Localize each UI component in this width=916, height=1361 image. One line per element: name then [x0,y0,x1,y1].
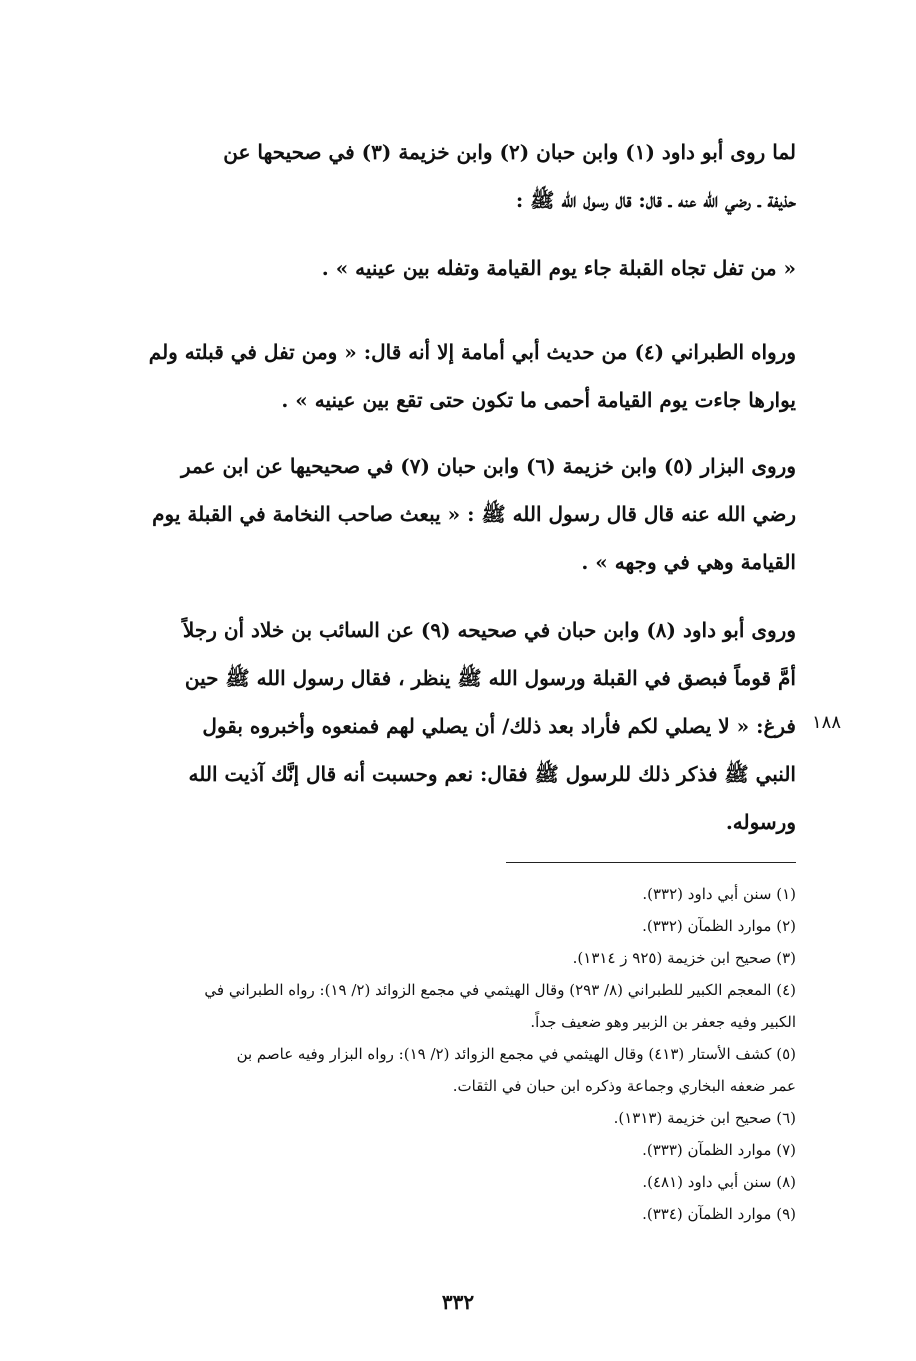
paragraph-line: ورسوله. [725,810,796,834]
footnote-line: عمر ضعفه البخاري وجماعة وذكره ابن حبان في الثقات. [452,1077,796,1095]
paragraph-line: حذيفة ـ رضي الله عنه ـ قال: قال رسول الله ﷺ : [515,188,796,212]
paragraph-line: لما روى أبو داود (١) وابن حبان (٢) وابن خزيمة (٣) في صحيحها عن [223,140,796,164]
paragraph-5 [100,606,796,846]
footnote-divider [506,862,796,863]
footnote-line: (٥) كشف الأستار (٤١٣) وقال الهيثمي في مجمع الزوائد (٢/ ١٩): رواه البزار وفيه عاصم بن [236,1045,796,1063]
paragraph-4 [100,442,796,586]
paragraph-1 [100,128,796,224]
paragraph-3 [100,328,796,424]
paragraph-line: أمَّ قوماً فبصق في القبلة ورسول الله ﷺ ينظر ، فقال رسول الله ﷺ حين [184,666,796,690]
paragraph-line: القيامة وهي في وجهه » . [581,550,796,574]
page-number: ٣٣٢ [441,1290,475,1314]
paragraph-line: يوارها جاءت يوم القيامة أحمى ما تكون حتى تقع بين عينيه » . [281,388,796,412]
footnote-line: (٩) موارد الظمآن (٣٣٤). [642,1205,796,1223]
footnote-line: (٧) موارد الظمآن (٣٣٣). [642,1141,796,1159]
paragraph-line: فرغ: « لا يصلي لكم فأراد بعد ذلك/ أن يصلي لهم فمنعوه وأخبروه بقول [202,714,796,738]
footnote-line: (١) سنن أبي داود (٣٣٢). [642,885,796,903]
margin-page-reference: ١٨٨ [812,712,842,733]
footnote-line: (٦) صحيح ابن خزيمة (١٣١٣). [613,1109,796,1127]
paragraph-line: وروى أبو داود (٨) وابن حبان في صحيحه (٩) عن السائب بن خلاد أن رجلاً [182,618,796,642]
footnote-line: الكبير وفيه جعفر بن الزبير وهو ضعيف جداً. [530,1013,796,1031]
footnote-line: (٢) موارد الظمآن (٣٣٢). [642,917,796,935]
paragraph-2 [100,244,796,292]
paragraph-line: رضي الله عنه قال قال رسول الله ﷺ : « يبعث صاحب النخامة في القبلة يوم [152,502,796,526]
paragraph-line: وروى البزار (٥) وابن خزيمة (٦) وابن حبان (٧) في صحيحيها عن ابن عمر [180,454,796,478]
paragraph-line: ورواه الطبراني (٤) من حديث أبي أمامة إلا أنه قال: « ومن تفل في قبلته ولم [148,340,796,364]
footnotes [100,878,796,1230]
footnote-line: (٤) المعجم الكبير للطبراني (٨/ ٢٩٣) وقال الهيثمي في مجمع الزوائد (٢/ ١٩): رواه الطبراني في [204,981,796,999]
paragraph-line: « من تفل تجاه القبلة جاء يوم القيامة وتفله بين عينيه » . [321,256,796,280]
footnote-line: (٨) سنن أبي داود (٤٨١). [642,1173,796,1191]
paragraph-line: النبي ﷺ فذكر ذلك للرسول ﷺ فقال: نعم وحسبت أنه قال إنَّك آذيت الله [188,762,796,786]
footnote-line: (٣) صحيح ابن خزيمة (٩٢٥ ز ١٣١٤). [572,949,796,967]
